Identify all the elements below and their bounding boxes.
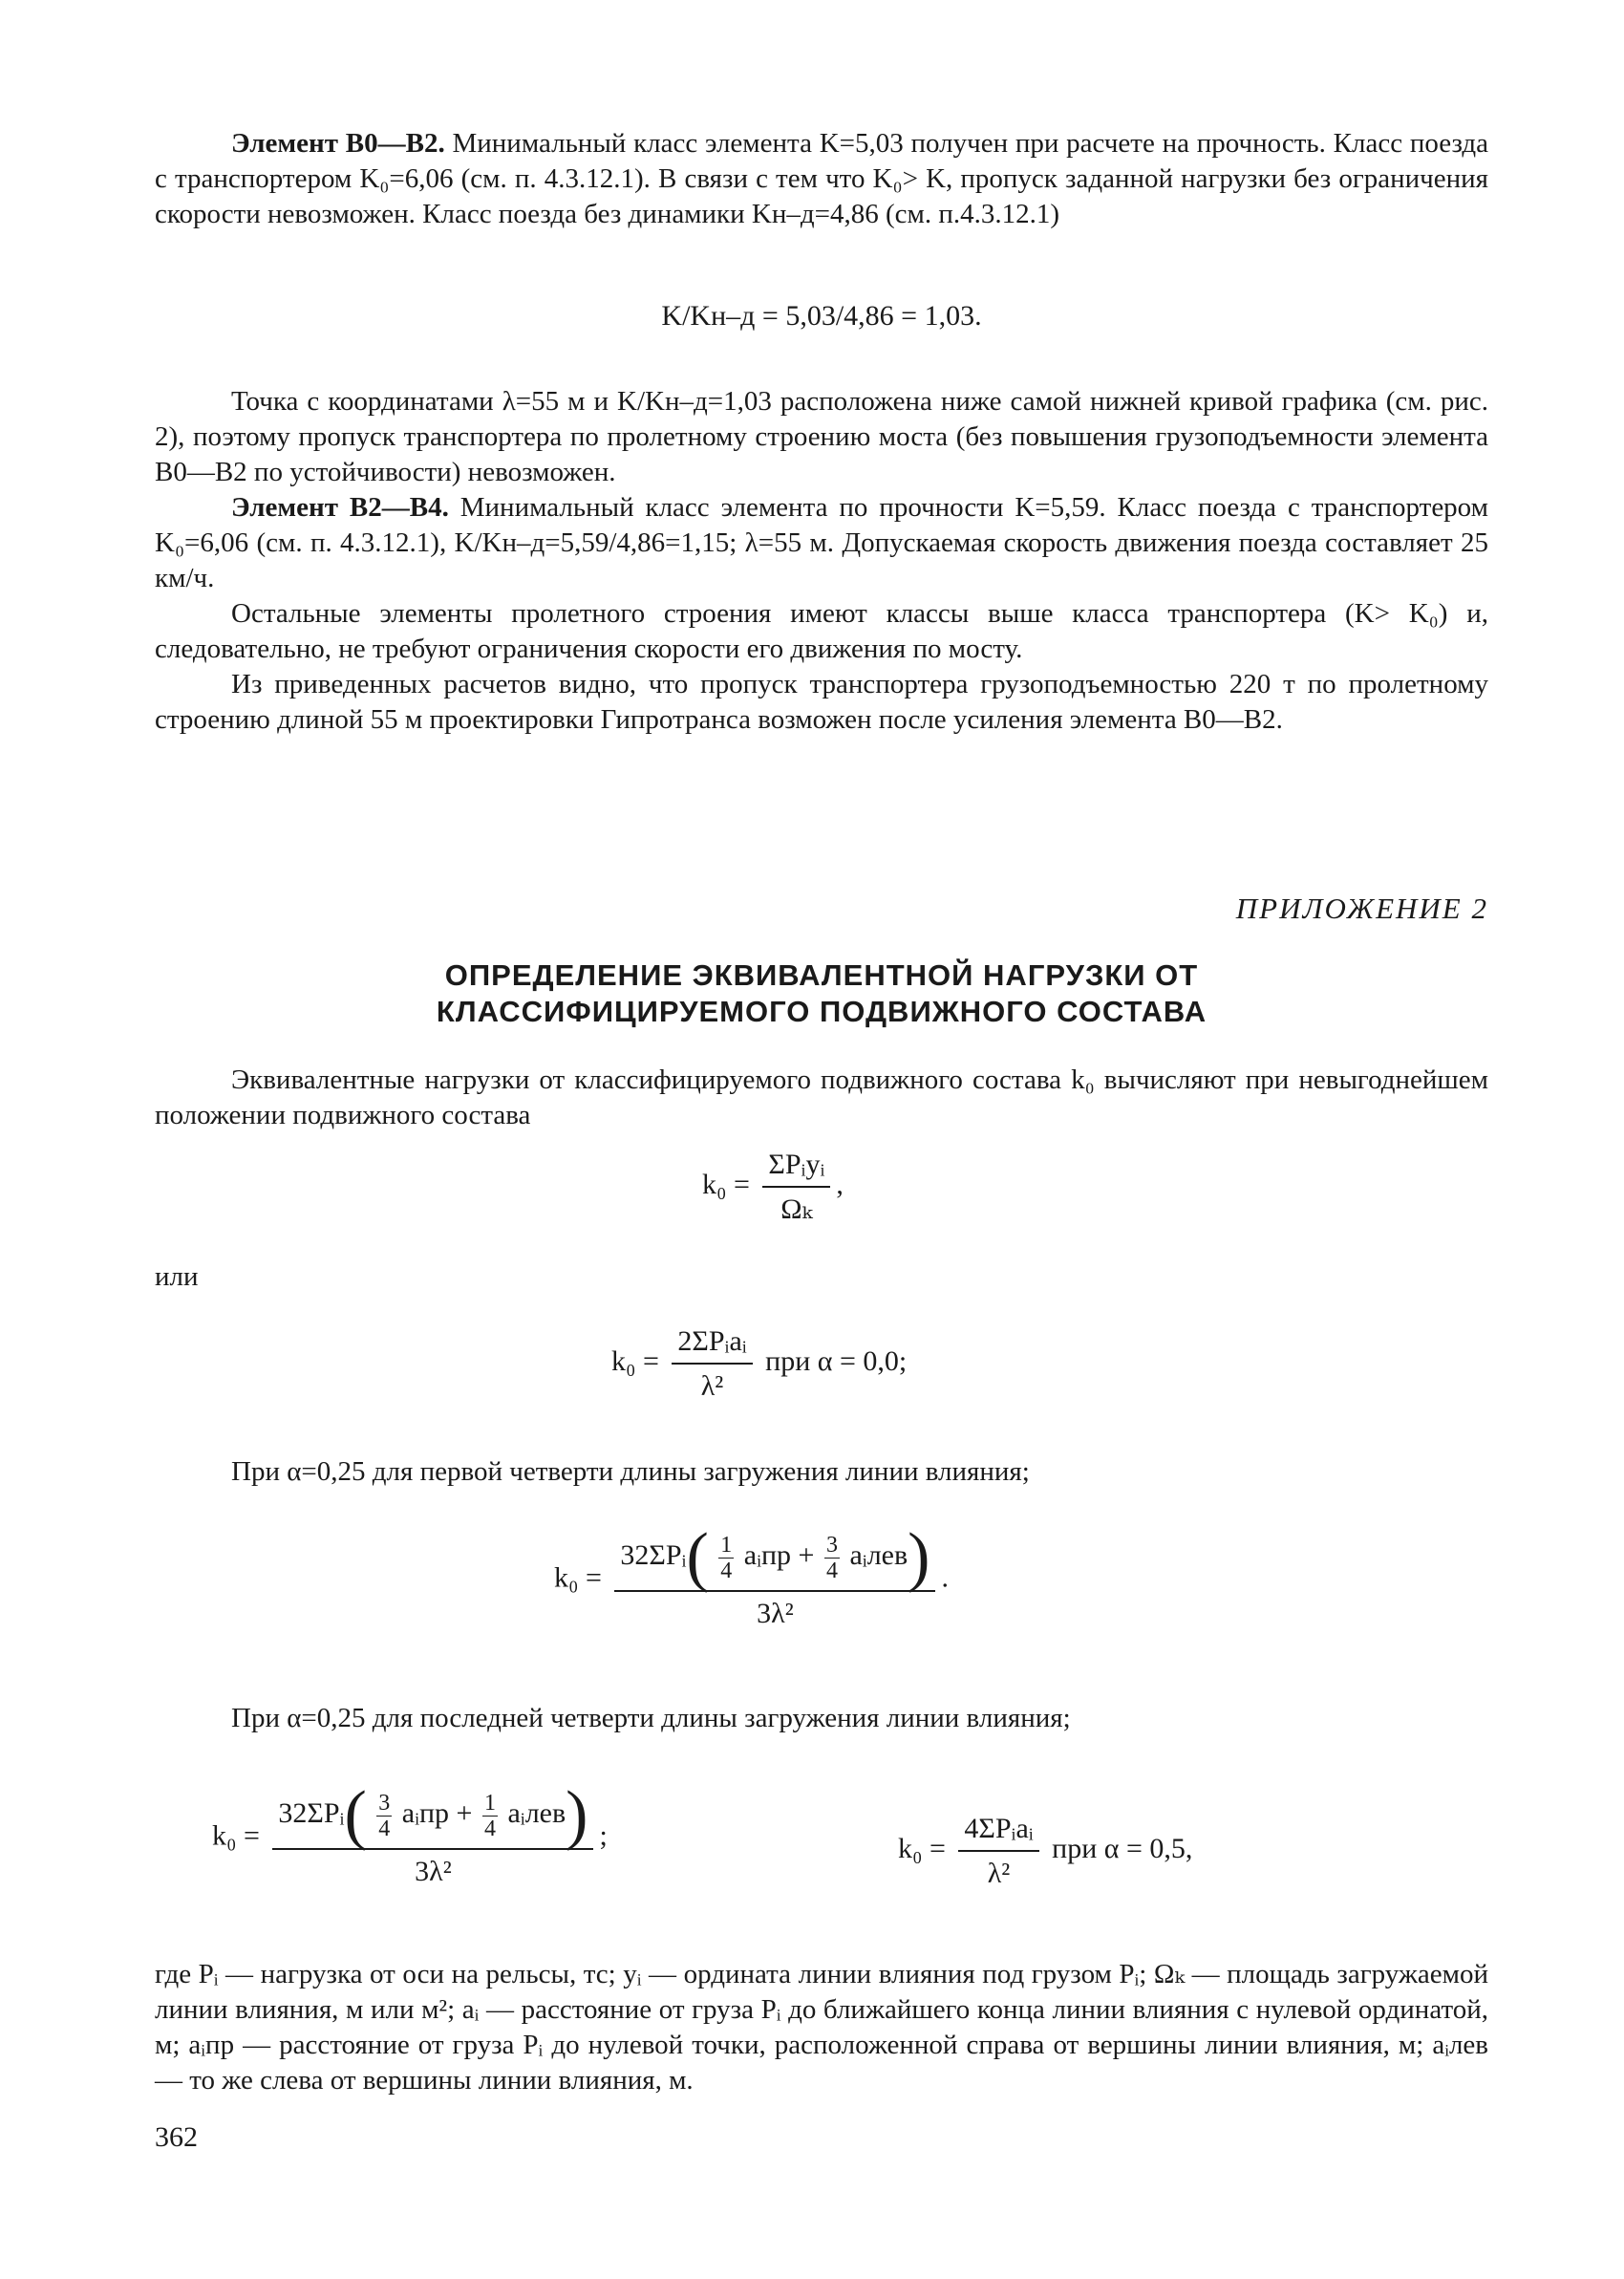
paren-close: ) bbox=[908, 1520, 930, 1594]
small-fraction bbox=[718, 1533, 734, 1583]
formula-k0-alpha-05 bbox=[898, 1811, 1192, 1891]
formula-term-2: aᵢлев bbox=[849, 1538, 908, 1571]
formula-fraction bbox=[614, 1520, 935, 1631]
intro-text-block bbox=[155, 1063, 1488, 1133]
formula-lhs: k₀ = bbox=[611, 1344, 659, 1377]
small-fraction-den: 4 bbox=[720, 1558, 733, 1583]
formula-coefficient: 32ΣPᵢ bbox=[620, 1538, 687, 1571]
formula-k0-alpha-0 bbox=[611, 1323, 907, 1404]
small-fraction bbox=[376, 1791, 392, 1841]
appendix-label: ПРИЛОЖЕНИЕ 2 bbox=[1235, 892, 1488, 925]
formula-k0-first-quarter bbox=[554, 1520, 949, 1631]
formula-denominator: λ² bbox=[700, 1370, 724, 1402]
formula-denominator: λ² bbox=[987, 1858, 1011, 1889]
formula-lhs: k₀ = bbox=[554, 1561, 602, 1594]
formula-numerator: 2ΣPᵢaᵢ bbox=[672, 1323, 752, 1365]
first-quarter-text bbox=[155, 1454, 1488, 1490]
formula-fraction bbox=[272, 1778, 593, 1889]
formula-fraction bbox=[762, 1147, 830, 1227]
paragraph-equivalent-loads: Эквивалентные нагрузки от классифицируемого подвижного состава k₀ вычисляют при невыгоднейшем положении подвижного состава bbox=[155, 1064, 1488, 1130]
upper-text-block bbox=[155, 126, 1488, 232]
formula-term-2: aᵢлев bbox=[507, 1796, 566, 1829]
paren-close: ) bbox=[566, 1778, 588, 1852]
small-fraction-num: 3 bbox=[825, 1532, 838, 1558]
formula-lhs: k₀ = bbox=[898, 1832, 946, 1864]
paragraph-lead: Элемент В0—В2. bbox=[231, 128, 445, 159]
formula-tail: . bbox=[941, 1561, 949, 1594]
small-fraction-den: 4 bbox=[378, 1816, 391, 1841]
small-fraction-num: 1 bbox=[720, 1532, 733, 1558]
formula-fraction bbox=[958, 1811, 1038, 1891]
equation-ratio: K/Kн–д = 5,03/4,86 = 1,03. bbox=[661, 300, 982, 332]
formula-denominator: Ωₖ bbox=[780, 1193, 813, 1225]
formula-tail: ; bbox=[599, 1819, 608, 1852]
paragraph-other-elements: Остальные элементы пролетного строения имеют классы выше класса транспортера (K> K₀) и, следовательно, не требуют ограничения скорости его движения по мосту. bbox=[155, 598, 1488, 664]
paren-open: ( bbox=[344, 1778, 367, 1852]
formula-tail: при α = 0,5, bbox=[1052, 1832, 1193, 1864]
formula-lhs: k₀ = bbox=[702, 1168, 750, 1200]
or-word: или bbox=[155, 1261, 199, 1292]
formula-numerator: ΣPᵢyᵢ bbox=[762, 1147, 830, 1188]
formula-numerator bbox=[614, 1520, 935, 1594]
section-heading bbox=[155, 957, 1488, 1030]
paren-open: ( bbox=[686, 1520, 709, 1594]
formula-numerator bbox=[272, 1778, 593, 1852]
small-fraction bbox=[824, 1533, 840, 1583]
paragraph-last-quarter: При α=0,25 для последней четверти длины загружения линии влияния; bbox=[231, 1703, 1071, 1733]
paragraph-definitions: где Pᵢ — нагрузка от оси на рельсы, тс; yᵢ — ордината линии влияния под грузом Pᵢ; Ωₖ — площадь загружаемой линии влияния, м или м²; aᵢ — расстояние от груза Pᵢ до ближайшего конца линии влияния с нулевой ординатой, м; aᵢпр — расстояние от груза Pᵢ до нулевой точки, расположенной справа от вершины линии влияния, м; aᵢлев — то же слева от вершины линии влияния, м. bbox=[155, 1959, 1488, 2096]
last-quarter-text bbox=[155, 1701, 1488, 1736]
formula-numerator: 4ΣPᵢaᵢ bbox=[958, 1811, 1038, 1852]
paragraph-element-b0-b2 bbox=[155, 126, 1488, 232]
heading-line-2: КЛАССИФИЦИРУЕМОГО ПОДВИЖНОГО СОСТАВА bbox=[436, 995, 1207, 1028]
small-fraction-num: 1 bbox=[483, 1790, 496, 1816]
paragraph-lead: Элемент В2—В4. bbox=[231, 492, 449, 523]
heading-line-1: ОПРЕДЕЛЕНИЕ ЭКВИВАЛЕНТНОЙ НАГРУЗКИ ОТ bbox=[444, 958, 1199, 992]
paragraph-first-quarter: При α=0,25 для первой четверти длины загружения линии влияния; bbox=[231, 1456, 1030, 1487]
paragraph-text: Минимальный класс элемента по прочности K=5,59. Класс поезда с транспортером K₀=6,06 (см. п. 4.3.12.1), K/Kн–д=5,59/4,86=1,15; λ=55 м. Допускаемая скорость движения поезда составляет 25 км/ч. bbox=[155, 492, 1488, 593]
formula-denominator: 3λ² bbox=[415, 1856, 452, 1887]
formula-fraction bbox=[672, 1323, 752, 1404]
middle-text-block bbox=[155, 384, 1488, 738]
paragraph-text: Минимальный класс элемента K=5,03 получен при расчете на прочность. Класс поезда с транспортером K₀=6,06 (см. п. 4.3.12.1). В связи с тем что K₀> K, пропуск заданной нагрузки без ограничения скорости невозможен. Класс поезда без динамики Kн–д=4,86 (см. п.4.3.12.1) bbox=[155, 128, 1488, 229]
small-fraction-den: 4 bbox=[483, 1816, 496, 1841]
formula-tail: , bbox=[836, 1168, 844, 1200]
formula-coefficient: 32ΣPᵢ bbox=[278, 1796, 345, 1829]
formula-k0-last-quarter bbox=[212, 1778, 608, 1889]
formula-term-1: aᵢпр + bbox=[743, 1538, 815, 1571]
definitions-block bbox=[155, 1957, 1488, 2098]
small-fraction bbox=[482, 1791, 498, 1841]
paragraph-element-b2-b4 bbox=[155, 490, 1488, 596]
formula-k0-basic bbox=[702, 1147, 844, 1227]
formula-lhs: k₀ = bbox=[212, 1819, 260, 1852]
small-fraction-den: 4 bbox=[825, 1558, 838, 1583]
small-fraction-num: 3 bbox=[378, 1790, 391, 1816]
paragraph-conclusion: Из приведенных расчетов видно, что пропуск транспортера грузоподъемностью 220 т по пролетному строению длиной 55 м проектировки Гипротранса возможен после усиления элемента В0—В2. bbox=[155, 669, 1488, 735]
page-number: 362 bbox=[155, 2121, 198, 2153]
formula-denominator: 3λ² bbox=[757, 1598, 794, 1629]
formula-term-1: aᵢпр + bbox=[401, 1796, 473, 1829]
paragraph-point: Точка с координатами λ=55 м и K/Kн–д=1,03 расположена ниже самой нижней кривой графика (см. рис. 2), поэтому пропуск транспортера по пролетному строению моста (без повышения грузоподъемности элемента В0—В2 по устойчивости) невозможен. bbox=[155, 386, 1488, 487]
formula-tail: при α = 0,0; bbox=[765, 1344, 908, 1377]
